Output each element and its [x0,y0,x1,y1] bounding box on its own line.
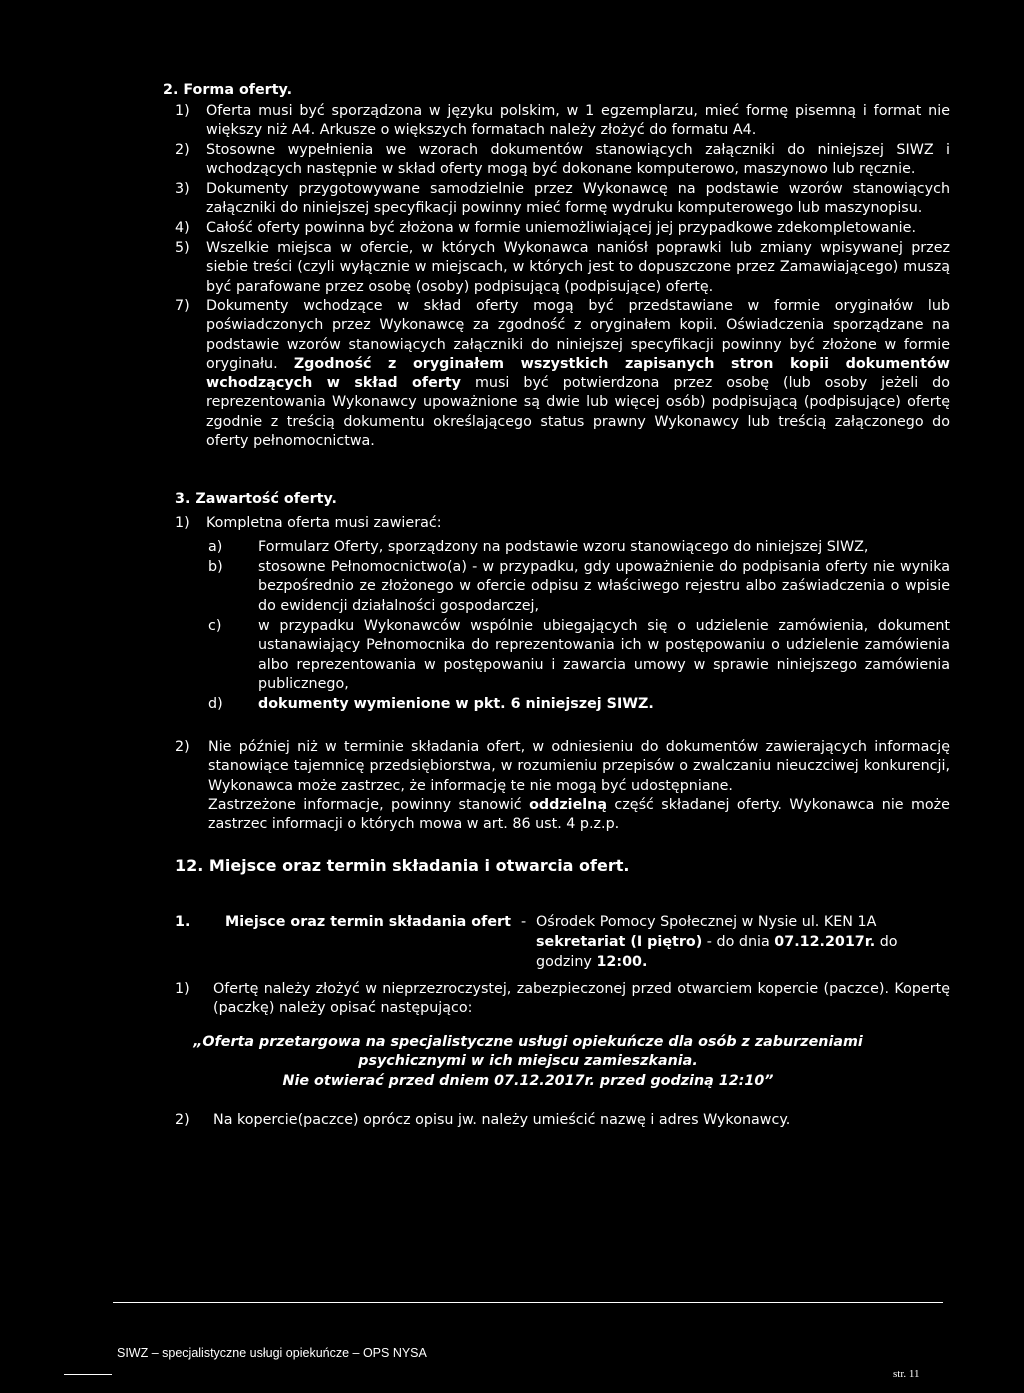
item-text: Ofertę należy złożyć w nieprzezroczystej, zabezpieczonej przed otwarciem kopercie (paczce). Kopertę (paczkę) należy opisać następująco: [213,981,950,1017]
section-3-item-2 [175,738,950,834]
point-address: Ośrodek Pomocy Społecznej w Nysie ul. KEN 1A [536,914,877,930]
emphasis-text: Zgodność z oryginałem wszystkich zapisanych stron kopii dokumentów wchodzących w skład oferty [206,355,951,392]
item-text-2: Zastrzeżone informacje, powinny stanowić oddzielną część składanej oferty. Wykonawca nie może zastrzec informacji o których mowa w art. 86 ust. 4 p.z.p. [208,796,950,833]
section-2-item-3 [175,180,950,219]
sub-item-letter: c) [208,618,222,634]
item-text: Całość oferty powinna być złożona w formie uniemożliwiającej jej przypadkowe zdekompletowanie. [206,220,916,236]
item-text: Dokumenty wchodzące w skład oferty mogą być przedstawiane w formie oryginałów lub poświadczonych przez Wykonawcę za zgodność z oryginałem kopii. Oświadczenia sporządzane na podstawie wzorów stanowiących załączniki do niniejszej specyfikacji powinny być złożone w formie oryginału. Zgodność z oryginałem wszystkich zapisanych stron kopii dokumentów wchodzących w skład oferty musi być potwierdzona przez osobę (lub osoby jeżeli do reprezentowania Wykonawcy upoważnione są dwie lub więcej osób) podpisującą (podpisujące) ofertę zgodnie z treścią dokumentu określającego status prawny Wykonawcy lub treścią załączonego do oferty pełnomocnictwa. [206,298,951,450]
section-2-item-5 [175,239,950,297]
item-text: Dokumenty przygotowywane samodzielnie przez Wykonawcę na podstawie wzorów stanowiących załączniki do niniejszej specyfikacji powinny mieć formę wydruku komputerowego lub maszynopisu. [206,181,950,217]
section-2-item-2 [175,141,950,180]
section-2-heading: 2. Forma oferty. [163,82,292,98]
section-2-item-4 [175,219,950,238]
page-number: str. 11 [893,1368,920,1380]
section-12-item-1 [175,980,950,1019]
sub-item-text: w przypadku Wykonawców wspólnie ubiegających się o udzielenie zamówienia, dokument ustanawiający Pełnomocnika do reprezentowania ich w postępowaniu o udzielenie zamówienia albo reprezentowania w postępowaniu i zawarcia umowy w sprawie niniejszego zamówienia publicznego, [258,618,950,692]
point-deadline: sekretariat (I piętro) - do dnia 07.12.2017r. do [536,934,898,950]
emphasis-text: oddzielną [529,796,607,813]
envelope-inscription-line-1: „Oferta przetargowa na specjalistyczne usługi opiekuńcze dla osób z zaburzeniami psychicznymi w ich miejscu zamieszkania. [193,1034,863,1070]
item-text: Wszelkie miejsca w ofercie, w których Wykonawca naniósł poprawki lub zmiany wpisywanej przez siebie treści (czyli wyłącznie w miejscach, w których jest to dopuszczone przez Zamawiającego) muszą być parafowane przez osobę (osoby) podpisującą (podpisujące) ofertę. [206,240,950,295]
item-text: Oferta musi być sporządzona w języku polskim, w 1 egzemplarzu, mieć formę pisemną i format nie większy niż A4. Arkusze o większych formatach należy złożyć do formatu A4. [206,103,950,139]
sub-item-letter: a) [208,539,223,555]
item-number: 1) [175,981,190,997]
point-label: Miejsce oraz termin składania ofert [225,914,511,930]
item-number: 5) [175,240,190,256]
item-number: 4) [175,220,190,236]
envelope-inscription-line-2: Nie otwierać przed dniem 07.12.2017r. przed godziną 12:10” [282,1072,774,1089]
point-dash: - [521,914,527,930]
sub-item-d [208,695,950,714]
section-3-heading: 3. Zawartość oferty. [175,491,337,507]
item-text: Na kopercie(paczce) oprócz opisu jw. należy umieścić nazwę i adres Wykonawcy. [213,1112,791,1128]
item-text: Nie później niż w terminie składania ofert, w odniesieniu do dokumentów zawierających informację stanowiące tajemnicę przedsiębiorstwa, w rozumieniu przepisów o zwalczaniu nieuczciwej konkurencji, Wykonawca może zastrzec, że informację te nie mogą być udostępniane. [208,739,950,794]
sub-item-text: Formularz Oferty, sporządzony na podstawie wzoru stanowiącego do niniejszej SIWZ, [258,539,869,555]
footer-rule [113,1302,943,1303]
item-number: 2) [175,739,190,755]
sub-item-letter: b) [208,559,223,575]
section-3-item-1 [175,514,950,533]
item-text: Stosowne wypełnienia we wzorach dokumentów stanowiących załączniki do niniejszej SIWZ i wchodzących następnie w skład oferty mogą być dokonane komputerowo, maszynowo lub ręcznie. [206,142,950,178]
footer-text: SIWZ – specjalistyczne usługi opiekuńcze – OPS NYSA [117,1346,427,1360]
section-2-item-1 [175,102,950,141]
item-number: 2) [175,142,190,158]
sub-item-b [208,558,950,616]
envelope-inscription [158,1033,898,1091]
section-12-point-1 [175,913,950,973]
item-number: 7) [175,298,190,314]
sub-item-letter: d) [208,696,223,712]
item-number: 3) [175,181,190,197]
sub-item-text: stosowne Pełnomocnictwo(a) - w przypadku, gdy upoważnienie do podpisania oferty nie wynika bezpośrednio ze złożonego w ofercie odpisu z właściwego rejestru albo zaświadczenia o wpisie do ewidencji działalności gospodarczej, [258,559,950,614]
point-number: 1. [175,914,191,930]
section-12-heading: 12. Miejsce oraz termin składania i otwarcia ofert. [175,856,630,875]
sub-item-text: dokumenty wymienione w pkt. 6 niniejszej SIWZ. [258,696,654,712]
section-2-item-7 [175,297,950,451]
section-12-item-2 [175,1111,950,1130]
footer-short-rule [64,1374,112,1375]
point-hour: godziny 12:00. [536,954,648,970]
item-number: 1) [175,103,190,119]
sub-item-c [208,617,950,694]
item-number: 2) [175,1112,190,1128]
item-number: 1) [175,515,190,531]
sub-item-a [208,538,950,557]
item-text: Kompletna oferta musi zawierać: [206,515,442,531]
